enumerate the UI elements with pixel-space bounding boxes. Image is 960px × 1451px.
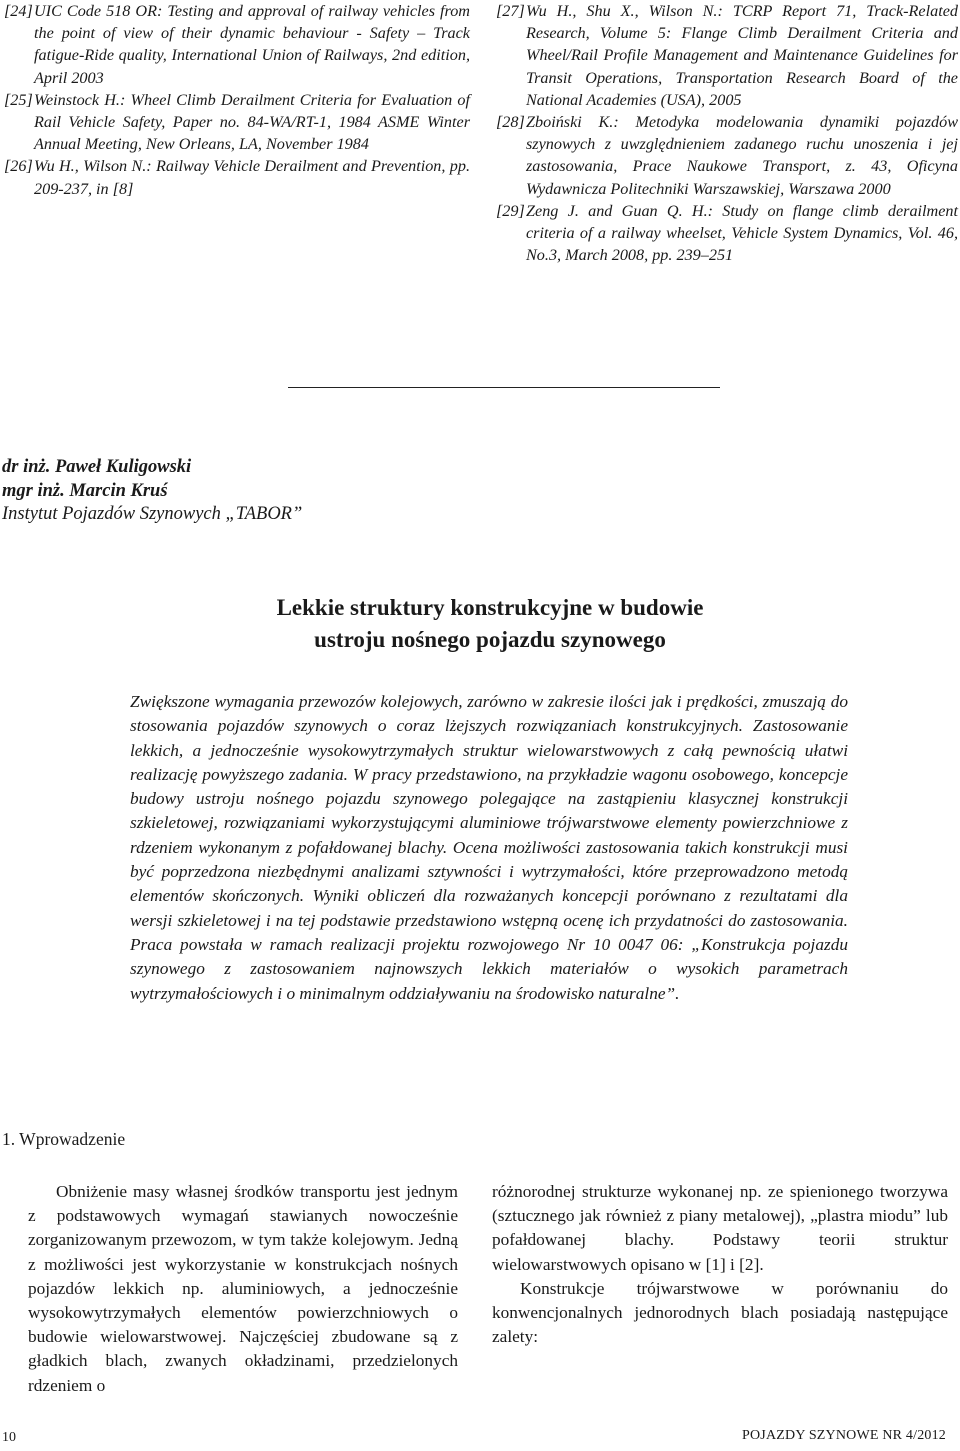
- reference-number: [24]: [4, 2, 33, 20]
- reference-item: [4, 0, 470, 89]
- page-number: 10: [2, 1430, 16, 1445]
- reference-item: [4, 89, 470, 156]
- reference-number: [25]: [4, 90, 33, 109]
- body-column-left: [28, 1180, 458, 1398]
- body-paragraph: Konstrukcje trójwarstwowe w porównaniu do konwencjonalnych jednorodnych blach posiadają następujące zalety:: [492, 1278, 948, 1347]
- title-line: Lekkie struktury konstrukcyjne w budowie: [276, 595, 704, 620]
- references-right-column: [496, 0, 958, 266]
- reference-text: Zboiński K.: Metodyka modelowania dynamiki pojazdów szynowych z uwzględnieniem zadanego ruchu unoszenia i jej zastosowania, Prace Naukowe Transport, z. 43, Oficyna Wydawnicza Politechniki Warszawskiej, Warszawa 2000: [526, 113, 958, 198]
- body-paragraph: Obniżenie masy własnej środków transportu jest jednym z podstawowych wymagań stawianych nowocześnie zorganizowanym przewozom, w tym także kolejowym. Jedną z możliwości jest wykorzystanie w konstrukcjach nośnych pojazdów lekkich np. aluminiowych, a jednocześnie wysokowytrzymałych elementów powierzchniowych o budowie wielowarstwowej. Najczęściej zbudowane są z gładkich blach, zwanych okładzinami, przedzielonych rdzeniem o: [28, 1182, 458, 1395]
- reference-item: [496, 0, 958, 111]
- reference-item: [4, 155, 470, 199]
- reference-text: Weinstock H.: Wheel Climb Derailment Criteria for Evaluation of Rail Vehicle Safety, Paper no. 84-WA/RT-1, 1984 ASME Winter Annual Meeting, New Orleans, LA, November 1984: [34, 90, 470, 154]
- reference-number: [26]: [4, 157, 33, 176]
- references-left-column: [4, 0, 470, 200]
- body-column-right: [492, 1180, 948, 1349]
- journal-footer: POJAZDY SZYNOWE NR 4/2012: [742, 1428, 946, 1443]
- author-name: dr inż. Paweł Kuligowski: [2, 457, 192, 477]
- author-affiliation: Instytut Pojazdów Szynowych „TABOR”: [2, 504, 303, 524]
- authors-block: [2, 456, 302, 527]
- title-line: ustroju nośnego pojazdu szynowego: [314, 626, 666, 652]
- abstract: Zwiększone wymagania przewozów kolejowych, zarówno w zakresie ilości jak i prędkości, zmuszają do stosowania pojazdów szynowych o coraz lżejszych rozwiązaniach konstrukcyjnych. Zastosowanie lekkich, a jednocześnie wysokowytrzymałych struktur wielowarstwowych z całą pewnością ułatwi realizację powyższego zadania. W pracy przedstawiono, na przykładzie wagonu osobowego, koncepcje budowy ustroju nośnego pojazdu szynowego polegające na zastąpieniu klasycznej konstrukcji szkieletowej, rozwiązaniami wykorzystującymi aluminiowe trójwarstwowe elementy powierzchniowe z rdzeniem wykonanym z pofałdowanej blachy. Ocena możliwości zastosowania takich konstrukcji musi być poprzedzona niezbędnymi analizami sztywności i wytrzymałości, które przeprowadzono metodą elementów skończonych. Wyniki obliczeń dla rozważanych koncepcji porównano z rezultatami dla wersji szkieletowej i na tej podstawie przedstawiono wstępną ocenę ich przydatności do zastosowania. Praca powstała w ramach realizacji projektu rozwojowego Nr 10 0047 06: „Konstrukcja pojazdu szynowego z zastosowaniem najnowszych lekkich materiałów o wysokich parametrach wytrzymałościowych i o minimalnym oddziaływaniu na środowisko naturalne”.: [130, 692, 848, 1003]
- section-divider: [288, 387, 720, 388]
- article-title: [130, 592, 850, 655]
- reference-item: [496, 200, 958, 267]
- reference-text: Zeng J. and Guan Q. H.: Study on flange climb derailment criteria of a railway wheelset, Vehicle System Dynamics, Vol. 46, No.3, March 2008, pp. 239–251: [526, 201, 958, 265]
- reference-number: [29]: [496, 201, 525, 220]
- reference-text: UIC Code 518 OR: Testing and approval of railway vehicles from the point of view of their dynamic behaviour - Safety – Track fatigue-Ride quality, International Union of Railways, 2nd edition, April 2003: [34, 2, 470, 87]
- section-heading: 1. Wprowadzenie: [2, 1129, 126, 1149]
- reference-text: Wu H., Shu X., Wilson N.: TCRP Report 71, Track-Related Research, Volume 5: Flange Climb Derailment Criteria and Wheel/Rail Profile Management and Maintenance Guidelines for Transit Operations, Transportation Research Board of the National Academies (USA), 2005: [526, 2, 958, 109]
- author-name: mgr inż. Marcin Kruś: [2, 480, 168, 501]
- reference-number: [27]: [496, 2, 525, 20]
- body-paragraph: różnorodnej strukturze wykonanej np. ze spienionego tworzywa (sztucznego jak również z piany metalowej), „plastra miodu” lub pofałdowanej blachy. Podstawy teorii struktur wielowarstwowych opisano w [1] i [2].: [492, 1182, 948, 1274]
- reference-text: Wu H., Wilson N.: Railway Vehicle Derailment and Prevention, pp. 209-237, in [8]: [34, 157, 470, 198]
- reference-item: [496, 111, 958, 200]
- reference-number: [28]: [496, 113, 525, 132]
